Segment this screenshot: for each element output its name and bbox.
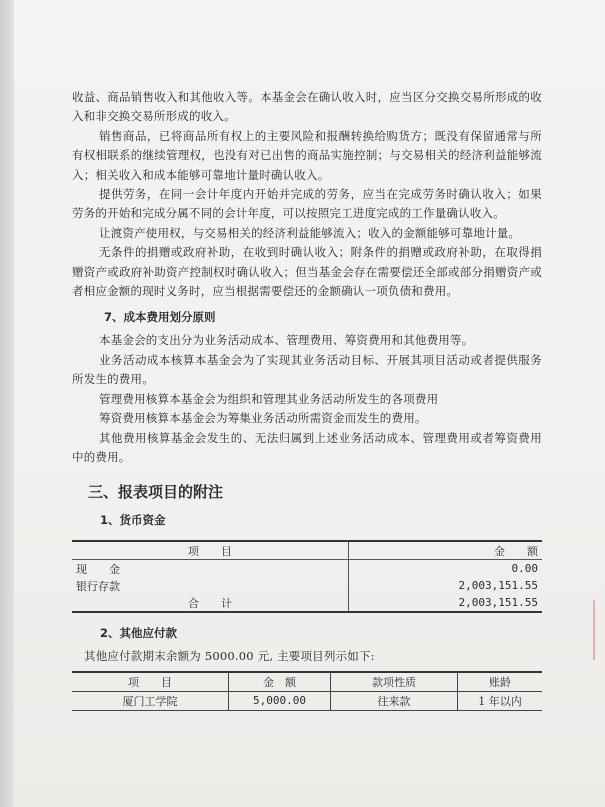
cost-paragraph: 本基金会的支出分为业务活动成本、管理费用、筹资费用和其他费用等。 xyxy=(99,333,474,348)
header-item-cell: 项 目 xyxy=(72,541,349,560)
aging-cell: 1 年以内 xyxy=(458,691,543,710)
cash-table xyxy=(72,540,542,613)
cost-paragraph: 业务活动成本核算本基金会为了实现其业务活动目标、开展其项目活动或者提供服务所发生的费用。 xyxy=(72,352,542,387)
table-header-row xyxy=(72,541,542,560)
notes-section-title: 三、报表项目的附注 xyxy=(88,483,224,502)
total-amount-cell: 2,003,151.55 xyxy=(349,594,543,612)
revenue-paragraph: 提供劳务，在同一会计年度内开始并完成的劳务，应当在完成劳务时确认收入；如果劳务的开始和完成分属不同的会计年度，可以按照完工进度完成的工作量确认收入。 xyxy=(72,187,542,221)
total-label-cell: 合 计 xyxy=(72,594,349,612)
header-cell: 账龄 xyxy=(458,672,543,692)
payables-heading: 2、其他应付款 xyxy=(100,626,178,641)
revenue-paragraph: 收益、商品销售收入和其他收入等。本基金会在确认收入时，应当区分交换交易所形成的收入和非交换交易所形成的收入。 xyxy=(72,90,542,124)
item-cell: 厦门工学院 xyxy=(72,691,229,710)
header-cell: 金 额 xyxy=(229,672,331,692)
cash-heading: 1、货币资金 xyxy=(100,513,166,528)
page-content xyxy=(72,88,542,711)
amount-cell: 0.00 xyxy=(349,560,543,578)
revenue-paragraph: 无条件的捐赠或政府补助，在收到时确认收入；附条件的捐赠或政府补助，在取得捐赠资产或政府补助资产控制权时确认收入；但当基金会存在需要偿还全部或部分捐赠资产或者相应金额的现时义务时，应当根据需要偿还的金额确认一项负债和费用。 xyxy=(72,245,542,299)
table-row xyxy=(72,560,542,578)
item-cell: 现 金 xyxy=(72,560,349,578)
amount-cell: 2,003,151.55 xyxy=(349,577,543,594)
item-cell: 银行存款 xyxy=(76,579,120,593)
table-row xyxy=(72,691,542,710)
revenue-paragraph: 销售商品，已将商品所有权上的主要风险和报酬转换给购货方；既没有保留通常与所有权相联系的继续管理权，也没有对已出售的商品实施控制；与交易相关的经济利益能够流入；相关收入和成本能够可靠地计量时确认收入。 xyxy=(72,128,542,182)
document-page xyxy=(14,0,605,807)
table-row xyxy=(72,577,542,594)
header-amount-cell: 金 额 xyxy=(349,541,543,560)
cost-paragraph: 其他费用核算基金会发生的、无法归属到上述业务活动成本、管理费用或者筹资费用中的费用。 xyxy=(72,430,542,464)
payables-table xyxy=(72,671,542,711)
stamp-edge xyxy=(593,600,605,660)
header-cell: 项 目 xyxy=(72,672,229,692)
payables-intro: 其他应付款期末余额为 5000.00 元, 主要项目列示如下: xyxy=(84,649,375,664)
table-total-row xyxy=(72,594,542,612)
nature-cell: 往来款 xyxy=(331,691,458,710)
revenue-paragraph: 让渡资产使用权，与交易相关的经济利益能够流入；收入的金额能够可靠地计量。 xyxy=(99,225,521,240)
amount-cell: 5,000.00 xyxy=(229,691,331,710)
page-edge-shadow xyxy=(0,0,14,807)
table-header-row xyxy=(72,672,542,692)
header-cell: 款项性质 xyxy=(331,672,458,692)
cost-paragraph: 筹资费用核算本基金会为筹集业务活动所需资金而发生的费用。 xyxy=(99,411,427,426)
cost-paragraph: 管理费用核算本基金会为组织和管理其业务活动所发生的各项费用 xyxy=(99,391,439,406)
cost-section-heading: 7、成本费用划分原则 xyxy=(104,310,216,325)
